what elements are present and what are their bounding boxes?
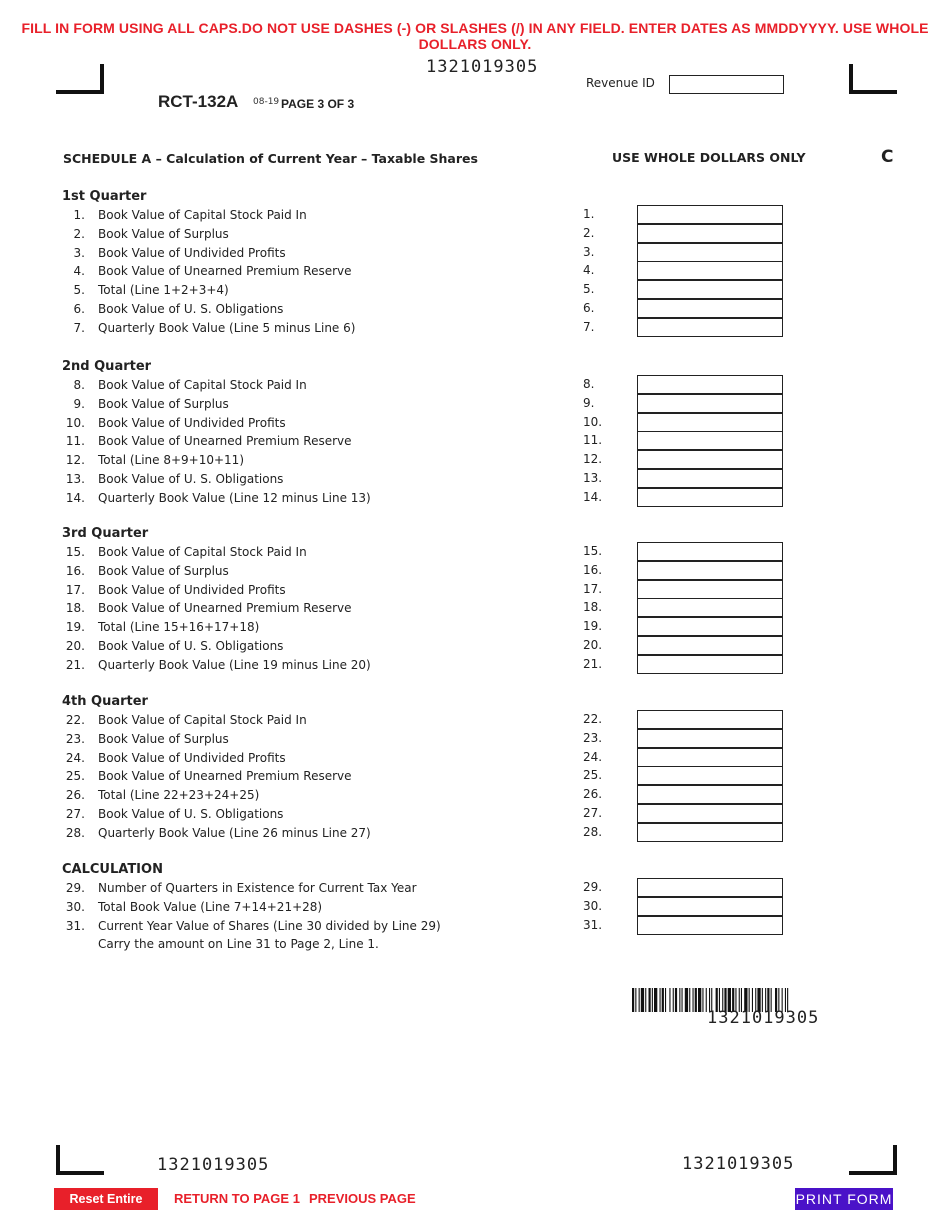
line-number: 17. <box>65 582 85 597</box>
line-label: Book Value of U. S. Obligations <box>98 638 284 653</box>
line-ref-number: 9. <box>583 395 595 410</box>
registration-mark-bottom-left <box>56 1145 104 1175</box>
amount-input[interactable] <box>637 450 783 469</box>
line-label: Book Value of Undivided Profits <box>98 582 286 597</box>
line-number: 1. <box>73 208 85 222</box>
amount-input[interactable] <box>637 916 783 935</box>
amount-input[interactable] <box>637 804 783 823</box>
barcode-bar <box>695 988 697 1012</box>
line-label: Book Value of Surplus <box>98 396 229 411</box>
line-label: Total (Line 1+2+3+4) <box>98 283 229 297</box>
line-number: 13. <box>65 471 85 486</box>
section-heading: 4th Quarter <box>62 694 148 709</box>
line-label: Quarterly Book Value (Line 19 minus Line 20) <box>98 657 371 672</box>
line-number: 27. <box>65 806 85 821</box>
amount-input[interactable] <box>637 394 783 413</box>
line-label: Book Value of U. S. Obligations <box>98 471 284 486</box>
barcode-bar <box>649 988 651 1012</box>
amount-input[interactable] <box>637 488 783 507</box>
line-number: 4. <box>73 264 85 279</box>
amount-input[interactable] <box>637 897 783 916</box>
line-label: Book Value of Unearned Premium Reserve <box>98 601 352 616</box>
line-label: Quarterly Book Value (Line 26 minus Line 27) <box>98 825 371 840</box>
barcode-bar <box>662 988 664 1012</box>
amount-input[interactable] <box>637 280 783 299</box>
line-label: Book Value of U. S. Obligations <box>98 301 284 316</box>
line-label: Book Value of Unearned Premium Reserve <box>98 264 352 279</box>
print-form-button[interactable]: PRINT FORM <box>795 1188 893 1210</box>
barcode-bar <box>682 988 683 1012</box>
revenue-id-input[interactable] <box>669 75 784 94</box>
line-number: 19. <box>65 620 85 634</box>
barcode-bar <box>632 988 634 1012</box>
amount-input[interactable] <box>637 299 783 318</box>
amount-input[interactable] <box>637 205 783 224</box>
amount-input[interactable] <box>637 636 783 655</box>
line-ref-number: 20. <box>583 637 603 652</box>
line-ref-number: 19. <box>583 619 603 633</box>
amount-input[interactable] <box>637 224 783 243</box>
line-number: 22. <box>65 713 85 727</box>
line-ref-number: 17. <box>583 581 603 596</box>
line-number: 8. <box>73 378 85 392</box>
line-ref-number: 18. <box>583 600 603 615</box>
section-heading: 2nd Quarter <box>62 359 152 374</box>
amount-input[interactable] <box>637 469 783 488</box>
line-ref-number: 7. <box>583 319 595 334</box>
amount-input[interactable] <box>637 318 783 337</box>
line-number: 11. <box>65 434 85 449</box>
barcode-bar <box>702 988 703 1012</box>
line-ref-number: 31. <box>583 917 603 932</box>
line-label: Book Value of Unearned Premium Reserve <box>98 769 352 784</box>
line-number: 12. <box>65 453 85 467</box>
amount-input[interactable] <box>637 431 783 450</box>
amount-input[interactable] <box>637 375 783 394</box>
schedule-title: SCHEDULE A – Calculation of Current Year – Taxable Shares <box>63 151 478 166</box>
line-ref-number: 12. <box>583 452 603 466</box>
line-label: Quarterly Book Value (Line 12 minus Line 13) <box>98 490 371 505</box>
line-ref-number: 25. <box>583 768 603 783</box>
instructions-banner: FILL IN FORM USING ALL CAPS.DO NOT USE DASHES (-) OR SLASHES (/) IN ANY FIELD. ENTER DATES AS MMDDYYYY. USE WHOLE DOLLARS ONLY. <box>21 20 929 52</box>
line-ref-number: 26. <box>583 787 603 801</box>
line-ref-number: 30. <box>583 898 603 913</box>
barcode-bar <box>673 988 674 1012</box>
line-number: 30. <box>65 899 85 914</box>
barcode-bar <box>685 988 688 1012</box>
section-heading: 1st Quarter <box>62 189 147 204</box>
amount-input[interactable] <box>637 823 783 842</box>
line-label: Book Value of Surplus <box>98 563 229 578</box>
amount-input[interactable] <box>637 785 783 804</box>
barcode-caption: 1321019305 <box>707 1008 820 1028</box>
line-number: 24. <box>65 750 85 765</box>
line-ref-number: 23. <box>583 730 603 745</box>
barcode-bar <box>698 988 701 1012</box>
line-label: Book Value of U. S. Obligations <box>98 806 284 821</box>
amount-input[interactable] <box>637 766 783 785</box>
barcode-bar <box>635 988 636 1012</box>
registration-mark-top-left <box>56 64 104 94</box>
barcode-bar <box>639 988 640 1012</box>
page-indicator: PAGE 3 OF 3 <box>281 97 355 111</box>
ocr-code-bottom-right: 1321019305 <box>682 1154 795 1174</box>
revenue-id-label: Revenue ID <box>586 76 655 90</box>
line-ref-number: 2. <box>583 225 595 240</box>
barcode-bar <box>641 988 644 1012</box>
line-ref-number: 1. <box>583 207 595 221</box>
line-label: Total (Line 22+23+24+25) <box>98 788 260 802</box>
registration-mark-top-right <box>849 64 897 94</box>
line-number: 15. <box>65 545 85 559</box>
barcode-bar <box>693 988 694 1012</box>
line-label: Book Value of Undivided Profits <box>98 245 286 260</box>
barcode-bar <box>669 988 670 1012</box>
line-label: Total Book Value (Line 7+14+21+28) <box>98 899 323 914</box>
line-label: Book Value of Capital Stock Paid In <box>98 208 307 222</box>
amount-input[interactable] <box>637 542 783 561</box>
whole-dollars-note: USE WHOLE DOLLARS ONLY <box>612 150 806 165</box>
line-label: Book Value of Capital Stock Paid In <box>98 378 307 392</box>
amount-input[interactable] <box>637 617 783 636</box>
amount-input[interactable] <box>637 655 783 674</box>
line-ref-number: 10. <box>583 414 603 429</box>
barcode-bar <box>665 988 666 1012</box>
line-number: 14. <box>65 490 85 505</box>
line-number: 21. <box>65 657 85 672</box>
amount-input[interactable] <box>637 598 783 617</box>
ocr-code-top: 1321019305 <box>426 57 539 77</box>
line-ref-number: 21. <box>583 656 603 671</box>
line-number: 10. <box>65 415 85 430</box>
line-ref-number: 8. <box>583 377 595 391</box>
line-ref-number: 13. <box>583 470 603 485</box>
line-number: 23. <box>65 731 85 746</box>
line-number: 29. <box>65 881 85 895</box>
line-ref-number: 16. <box>583 562 603 577</box>
line-number: 2. <box>73 226 85 241</box>
form-id: RCT-132A <box>158 92 239 111</box>
section-heading: 3rd Quarter <box>62 526 149 541</box>
barcode-bar <box>654 988 657 1012</box>
line-number: 25. <box>65 769 85 784</box>
line-number: 26. <box>65 788 85 802</box>
line-label: Quarterly Book Value (Line 5 minus Line 6) <box>98 320 356 335</box>
barcode-bar <box>652 988 653 1012</box>
line-label: Book Value of Capital Stock Paid In <box>98 713 307 727</box>
line-number: 16. <box>65 563 85 578</box>
line-number: 28. <box>65 825 85 840</box>
line-ref-number: 3. <box>583 244 595 259</box>
line-number: 31. <box>65 918 85 933</box>
line-ref-number: 14. <box>583 489 603 504</box>
amount-input[interactable] <box>637 580 783 599</box>
line-ref-number: 27. <box>583 805 603 820</box>
line-ref-number: 15. <box>583 544 603 558</box>
barcode-bar <box>679 988 680 1012</box>
line-ref-number: 22. <box>583 712 603 726</box>
amount-input[interactable] <box>637 878 783 897</box>
line-number: 6. <box>73 301 85 316</box>
line-label: Book Value of Surplus <box>98 731 229 746</box>
registration-mark-bottom-right <box>849 1145 897 1175</box>
line-label: Book Value of Surplus <box>98 226 229 241</box>
form-revision: 08-19 <box>253 97 280 107</box>
line-ref-number: 5. <box>583 282 595 296</box>
line-ref-number: 24. <box>583 749 603 764</box>
ocr-code-bottom-left: 1321019305 <box>157 1155 270 1175</box>
line-ref-number: 11. <box>583 433 603 448</box>
barcode-bar <box>675 988 677 1012</box>
line-ref-number: 29. <box>583 880 603 894</box>
section-letter: C <box>881 147 894 167</box>
amount-input[interactable] <box>637 561 783 580</box>
previous-page-link[interactable]: PREVIOUS PAGE <box>309 1191 416 1206</box>
line-label: Book Value of Undivided Profits <box>98 415 286 430</box>
line-label: Total (Line 8+9+10+11) <box>98 453 244 467</box>
amount-input[interactable] <box>637 413 783 432</box>
section-heading: CALCULATION <box>62 862 163 877</box>
reset-form-button[interactable]: Reset Entire Form <box>54 1188 158 1210</box>
amount-input[interactable] <box>637 729 783 748</box>
carry-forward-note: Carry the amount on Line 31 to Page 2, Line 1. <box>98 937 379 952</box>
line-label: Book Value of Undivided Profits <box>98 750 286 765</box>
line-number: 20. <box>65 638 85 653</box>
line-label: Number of Quarters in Existence for Current Tax Year <box>98 881 417 895</box>
barcode-bar <box>689 988 690 1012</box>
line-label: Current Year Value of Shares (Line 30 divided by Line 29) <box>98 918 441 933</box>
line-label: Total (Line 15+16+17+18) <box>98 620 260 634</box>
barcode-bar <box>645 988 646 1012</box>
amount-input[interactable] <box>637 243 783 262</box>
line-ref-number: 28. <box>583 824 603 839</box>
amount-input[interactable] <box>637 710 783 729</box>
line-number: 5. <box>73 283 85 297</box>
line-number: 18. <box>65 601 85 616</box>
amount-input[interactable] <box>637 261 783 280</box>
line-number: 3. <box>73 245 85 260</box>
amount-input[interactable] <box>637 748 783 767</box>
line-label: Book Value of Unearned Premium Reserve <box>98 434 352 449</box>
line-number: 7. <box>73 320 85 335</box>
line-label: Book Value of Capital Stock Paid In <box>98 545 307 559</box>
line-number: 9. <box>73 396 85 411</box>
line-ref-number: 6. <box>583 300 595 315</box>
barcode-bar <box>660 988 661 1012</box>
return-to-page-1-link[interactable]: RETURN TO PAGE 1 <box>174 1191 300 1206</box>
line-ref-number: 4. <box>583 263 595 278</box>
